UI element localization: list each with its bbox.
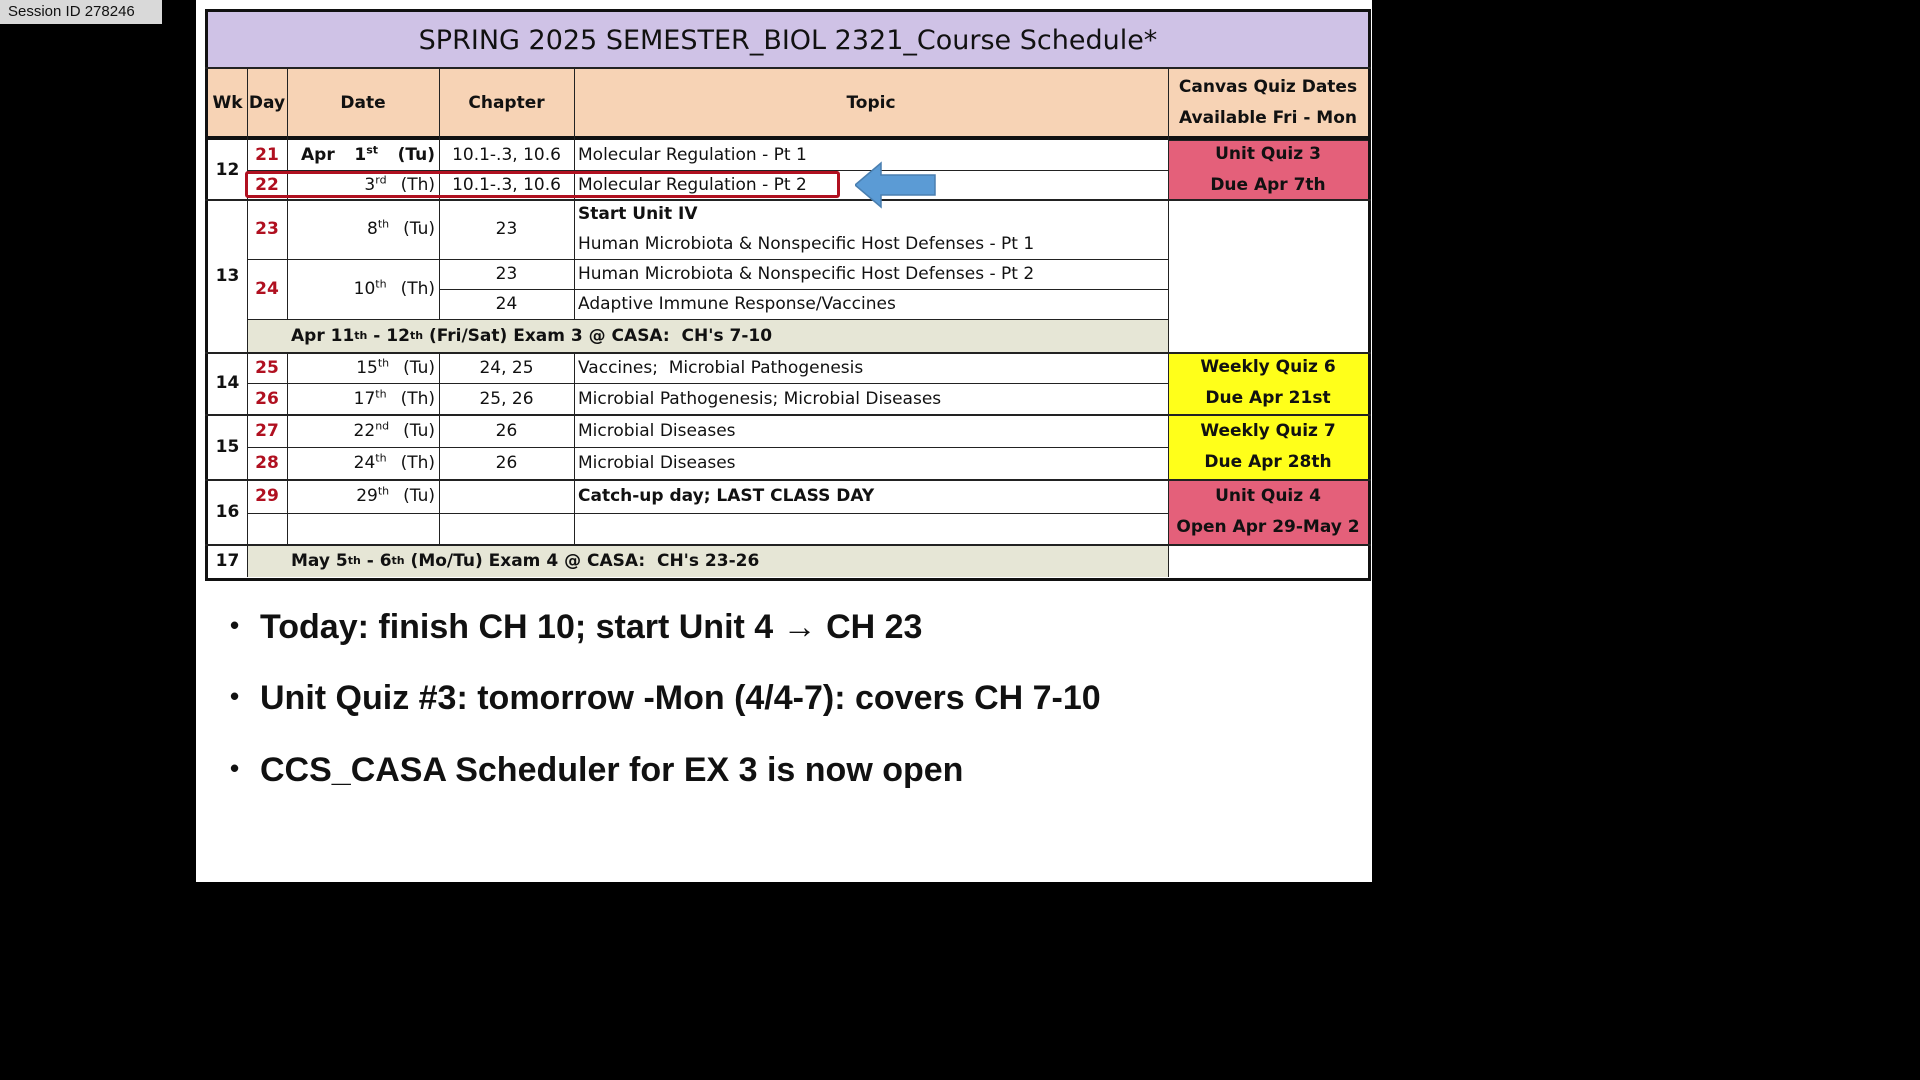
header-quiz-line2: Available Fri - Mon — [1178, 107, 1357, 128]
arrow-left-icon — [855, 161, 937, 209]
date-suffix: rd — [375, 172, 387, 186]
header-quiz-line1: Canvas Quiz Dates — [1178, 76, 1358, 97]
day-29: 29 — [255, 486, 279, 506]
date-cell: 17th (Th) — [353, 386, 435, 409]
day-24: 24 — [255, 279, 279, 299]
topic-cell: Microbial Diseases — [578, 420, 736, 441]
day-23: 23 — [255, 219, 279, 239]
chapter-cell: 26 — [495, 420, 518, 441]
day-26: 26 — [255, 388, 279, 409]
date-suffix: st — [366, 143, 378, 157]
date-num: 1 — [354, 145, 367, 165]
bullet-item: • CCS_CASA Scheduler for EX 3 is now open — [230, 751, 964, 789]
quiz-weekly-6-due: Due Apr 21st — [1205, 388, 1331, 408]
header-date: Date — [340, 92, 386, 113]
date-cell: 22nd (Tu) — [353, 418, 435, 441]
day-25: 25 — [255, 357, 279, 378]
session-id-label: Session ID 278246 — [0, 0, 162, 24]
bullet-item: • Today: finish CH 10; start Unit 4 → CH 23 — [230, 608, 923, 646]
date-cell — [287, 199, 439, 259]
chapter-cell: 24 — [495, 294, 518, 314]
bullet-text: CCS_CASA Scheduler for EX 3 is now open — [260, 751, 964, 789]
date-num: 8 — [367, 219, 378, 239]
date-cell: 24th (Th) — [353, 451, 435, 473]
date-suffix: th — [377, 217, 390, 231]
chapter-cell: 23 — [495, 264, 518, 284]
chapter-cell: 24, 25 — [479, 357, 534, 378]
day-27: 27 — [255, 420, 279, 441]
date-cell: 29th (Tu) — [356, 484, 435, 506]
quiz-unit-3-due: Due Apr 7th — [1210, 174, 1326, 195]
date-num: 10 — [353, 279, 376, 299]
date-cell: 15th (Tu) — [356, 355, 435, 378]
course-schedule-table — [205, 9, 1371, 581]
header-wk: Wk — [212, 92, 243, 113]
topic-cell: Human Microbiota & Nonspecific Host Defenses - Pt 2 — [578, 264, 1035, 284]
week-12: 12 — [215, 159, 240, 180]
week-13: 13 — [215, 265, 240, 286]
day-21: 21 — [255, 145, 279, 165]
chapter-cell: 23 — [495, 219, 518, 239]
bullet-text: Unit Quiz #3: tomorrow -Mon (4/4-7): covers CH 7-10 — [260, 679, 1101, 717]
header-chapter: Chapter — [468, 92, 545, 113]
chapter-cell: 26 — [495, 453, 518, 473]
exam-4-row: May 5 th - 6 th (Mo/Tu) Exam 4 @ CASA: CH's 23-26 — [291, 550, 760, 571]
topic-last-class: Catch-up day; LAST CLASS DAY — [578, 486, 875, 506]
week-16: 16 — [215, 501, 240, 522]
topic-cell: Vaccines; Microbial Pathogenesis — [578, 357, 864, 378]
day-28: 28 — [255, 453, 279, 473]
topic-cell: Adaptive Immune Response/Vaccines — [578, 294, 896, 314]
topic-cell: Molecular Regulation - Pt 1 — [578, 145, 807, 165]
date-suffix: th — [375, 277, 387, 291]
quiz-weekly-7-title: Weekly Quiz 7 — [1200, 420, 1336, 441]
quiz-unit-3-title: Unit Quiz 3 — [1215, 143, 1321, 164]
chapter-cell: 10.1-.3, 10.6 — [452, 145, 561, 165]
schedule-title: SPRING 2025 SEMESTER_BIOL 2321_Course Schedule* — [208, 12, 1368, 68]
date-dow: (Th) — [400, 174, 435, 195]
exam-3-row: Apr 11 th - 12 th (Fri/Sat) Exam 3 @ CASA: CH's 7-10 — [291, 325, 773, 346]
week-17: 17 — [215, 550, 240, 571]
topic-cell: Molecular Regulation - Pt 2 — [578, 174, 807, 195]
quiz-unit-4-title: Unit Quiz 4 — [1215, 485, 1321, 506]
date-cell — [287, 140, 439, 170]
quiz-weekly-6-title: Weekly Quiz 6 — [1200, 357, 1336, 377]
date-cell — [287, 259, 439, 319]
topic-cell: Microbial Diseases — [578, 453, 736, 473]
week-15: 15 — [215, 436, 240, 457]
date-dow: (Tu) — [403, 219, 435, 239]
date-dow: (Th) — [400, 279, 435, 299]
chapter-cell: 10.1-.3, 10.6 — [452, 174, 561, 195]
topic-cell: Microbial Pathogenesis; Microbial Diseases — [578, 388, 942, 409]
date-dow: (Tu) — [397, 145, 435, 165]
chapter-cell: 25, 26 — [479, 388, 534, 409]
quiz-unit-4-open: Open Apr 29-May 2 — [1176, 516, 1360, 537]
topic-unit-start: Start Unit IV — [578, 204, 698, 224]
date-num: 3 — [364, 174, 376, 195]
header-topic: Topic — [846, 92, 896, 113]
header-day: Day — [248, 92, 286, 113]
topic-cell: Human Microbiota & Nonspecific Host Defenses - Pt 1 — [578, 234, 1035, 254]
day-22: 22 — [255, 174, 279, 195]
date-month: Apr — [301, 145, 335, 165]
week-14: 14 — [215, 373, 240, 393]
highlight-box — [245, 171, 840, 198]
quiz-weekly-7-due: Due Apr 28th — [1204, 451, 1332, 472]
bullet-item: • Unit Quiz #3: tomorrow -Mon (4/4-7): covers CH 7-10 — [230, 679, 1101, 717]
bullet-text: Today: finish CH 10; start Unit 4 → CH 23 — [260, 608, 923, 646]
